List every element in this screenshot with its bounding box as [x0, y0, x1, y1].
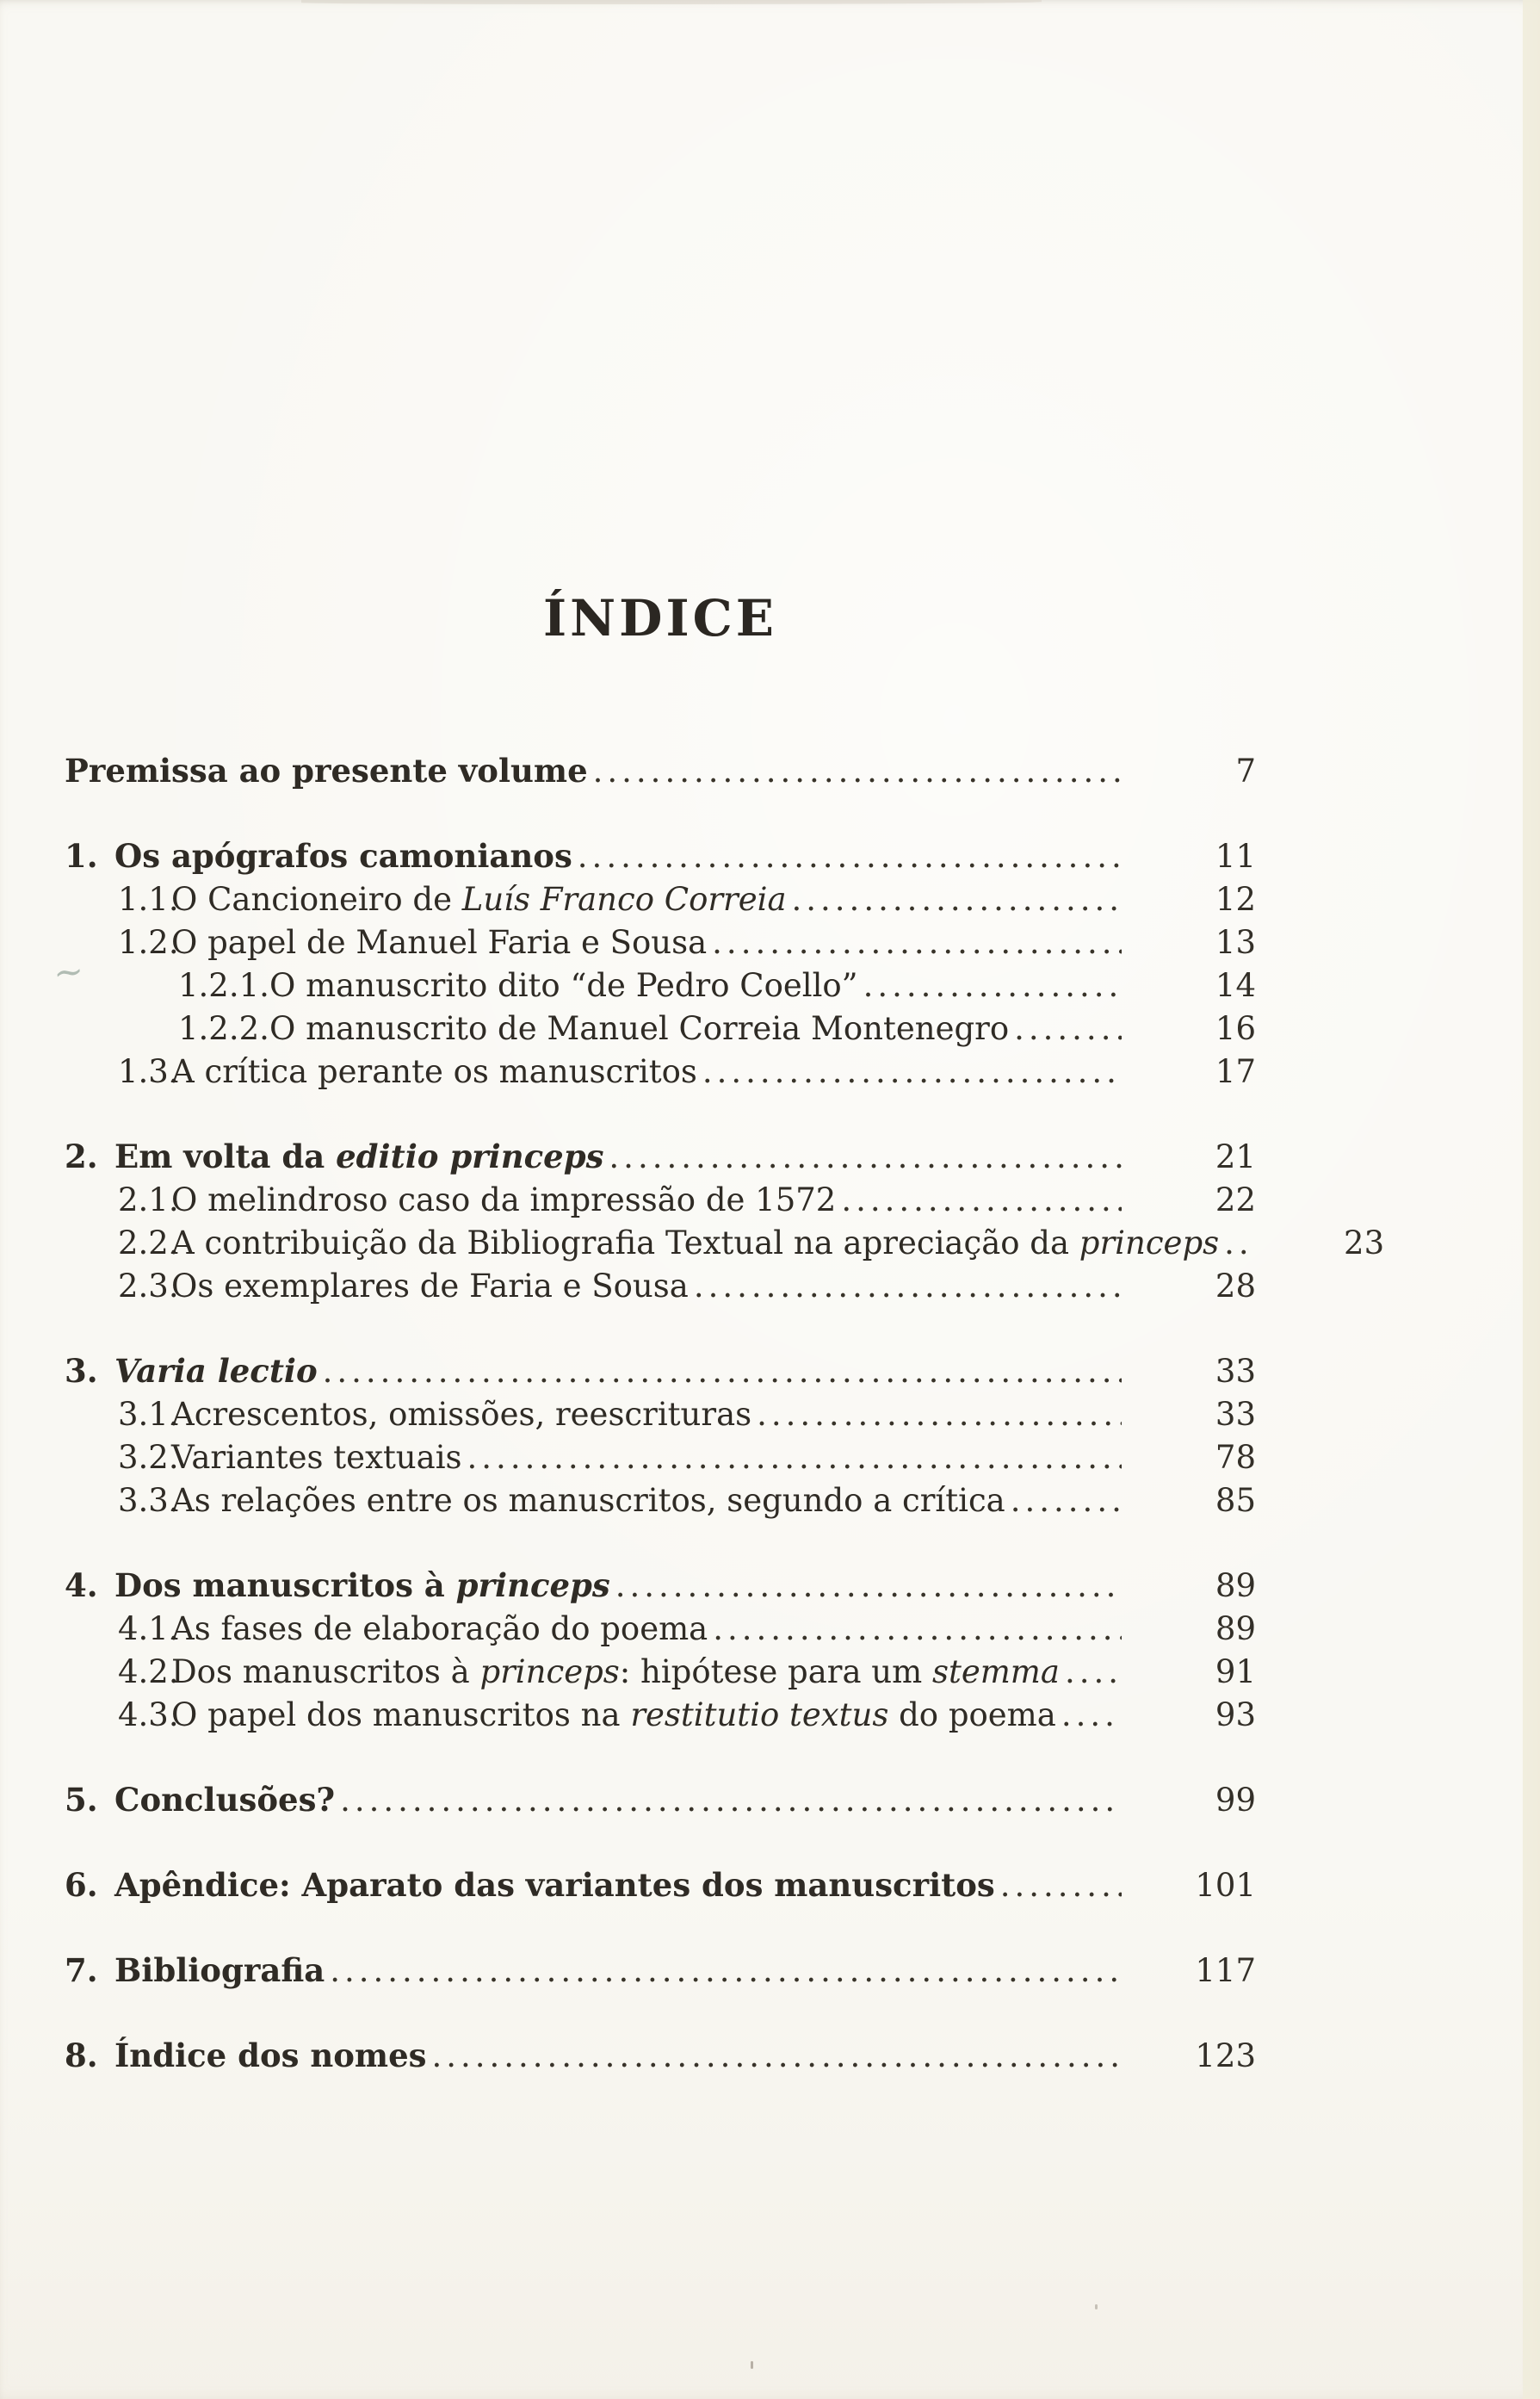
- dot-leader: [712, 921, 1122, 964]
- dot-leader: [1014, 1007, 1122, 1051]
- dot-leader: [841, 1179, 1122, 1222]
- toc-entry-number: 1.2.2.: [178, 1010, 269, 1047]
- toc-entry-title: O papel dos manuscritos na restitutio textus do poema: [171, 1696, 1056, 1733]
- toc-entry-page-number: 91: [1215, 1653, 1256, 1690]
- toc-entry-number: 7.: [65, 1951, 98, 1989]
- dot-leader: [1065, 1651, 1122, 1694]
- toc-entry-title: As fases de elaboração do poema: [171, 1610, 708, 1647]
- toc-entry-title: Dos manuscritos à princeps: hipótese para um stemma: [171, 1653, 1060, 1690]
- toc-entry-title: Os exemplares de Faria e Sousa: [171, 1268, 689, 1305]
- dot-leader: [323, 1350, 1122, 1393]
- toc-entry-page-number: 28: [1215, 1268, 1256, 1305]
- toc-entry-number: 4.1.: [118, 1610, 179, 1647]
- toc-entry-number: 1.2.: [118, 924, 179, 961]
- dot-leader: [467, 1436, 1122, 1479]
- toc-entry-title: Bibliografia: [114, 1951, 325, 1989]
- toc-entry-page-number: 7: [1235, 753, 1256, 790]
- scan-artifact-top-strip: [301, 0, 1042, 4]
- toc-entry-number: 1.3.: [118, 1053, 179, 1090]
- toc-entry-number: 3.2.: [118, 1439, 179, 1476]
- toc-entry-page-number: 22: [1215, 1181, 1256, 1218]
- toc-entry: [65, 834, 1256, 878]
- scan-speck: [751, 2361, 753, 2369]
- dot-leader: [713, 1608, 1122, 1651]
- toc-entry: [65, 1479, 1256, 1522]
- toc-entry-page-number: 89: [1215, 1610, 1256, 1647]
- toc-list: [65, 749, 1385, 2078]
- toc-entry-page-number: 123: [1195, 2037, 1256, 2074]
- dot-leader: [1224, 1222, 1250, 1265]
- dot-leader: [615, 1565, 1122, 1608]
- pencil-squiggle-mark: ∼: [51, 949, 86, 995]
- dot-leader: [792, 878, 1122, 921]
- toc-entry-title: As relações entre os manuscritos, segundo a crítica: [171, 1482, 1005, 1519]
- toc-entry-page-number: 16: [1215, 1010, 1256, 1047]
- toc-entry-title: Índice dos nomes: [114, 2036, 427, 2074]
- toc-entry: [65, 921, 1256, 964]
- toc-entry-number: 2.2.: [118, 1224, 179, 1261]
- toc-entry-page-number: 101: [1195, 1867, 1256, 1904]
- toc-entry: [65, 1651, 1256, 1694]
- toc-content: [65, 587, 1385, 2078]
- dot-leader: [1000, 1864, 1122, 1907]
- toc-entry-number: 2.1.: [118, 1181, 179, 1218]
- toc-entry-title: A contribuição da Bibliografia Textual na apreciação da princeps: [171, 1224, 1220, 1261]
- toc-entry-page-number: 13: [1215, 924, 1256, 961]
- toc-entry: [65, 1135, 1256, 1179]
- toc-entry: [65, 749, 1256, 793]
- toc-entry-page-number: 12: [1215, 881, 1256, 918]
- toc-entry-page-number: 21: [1215, 1138, 1256, 1175]
- toc-entry-title: Conclusões?: [114, 1781, 336, 1819]
- toc-entry: [65, 1694, 1256, 1737]
- toc-entry: [65, 1778, 1256, 1822]
- toc-entry-page-number: 78: [1215, 1439, 1256, 1476]
- toc-entry: [65, 1179, 1256, 1222]
- toc-entry-page-number: 14: [1215, 967, 1256, 1004]
- toc-entry-number: 3.1.: [118, 1396, 179, 1433]
- toc-entry-title: Em volta da editio princeps: [114, 1138, 604, 1175]
- toc-entry-number: 8.: [65, 2036, 98, 2074]
- scan-edge-band: [1523, 0, 1540, 2399]
- toc-entry-page-number: 89: [1215, 1567, 1256, 1604]
- toc-entry: [65, 1007, 1256, 1051]
- toc-entry-number: 1.2.1.: [178, 967, 269, 1004]
- toc-entry-page-number: 117: [1195, 1952, 1256, 1989]
- toc-entry: [65, 1949, 1256, 1993]
- toc-entry-number: 2.: [65, 1138, 98, 1175]
- dot-leader: [694, 1265, 1122, 1308]
- dot-leader: [1061, 1694, 1122, 1737]
- toc-entry: [65, 1393, 1256, 1436]
- dot-leader: [702, 1051, 1122, 1094]
- toc-entry: [65, 1265, 1256, 1308]
- dot-leader: [578, 835, 1122, 878]
- toc-entry: [65, 1608, 1256, 1651]
- toc-entry-title: A crítica perante os manuscritos: [171, 1053, 697, 1090]
- toc-entry: [65, 1436, 1256, 1479]
- toc-entry: [65, 964, 1256, 1007]
- dot-leader: [1011, 1479, 1122, 1522]
- toc-entry: [65, 1564, 1256, 1608]
- toc-entry-page-number: 33: [1215, 1396, 1256, 1433]
- toc-entry-title: Apêndice: Aparato das variantes dos manuscritos: [114, 1866, 995, 1904]
- toc-entry-page-number: 23: [1344, 1224, 1385, 1261]
- toc-entry-title: Os apógrafos camonianos: [114, 837, 572, 875]
- toc-entry-page-number: 99: [1215, 1782, 1256, 1819]
- toc-entry-number: 3.: [65, 1352, 98, 1390]
- toc-entry-title: Dos manuscritos à princeps: [114, 1566, 610, 1604]
- toc-entry-title: O melindroso caso da impressão de 1572: [171, 1181, 837, 1218]
- scan-speck: [1095, 2304, 1098, 2309]
- toc-entry-title: Premissa ao presente volume: [65, 752, 588, 790]
- toc-entry-number: 3.3.: [118, 1482, 179, 1519]
- toc-entry-number: 6.: [65, 1866, 98, 1904]
- toc-entry-page-number: 85: [1215, 1482, 1256, 1519]
- toc-entry: [65, 1863, 1256, 1907]
- toc-entry-title: O manuscrito de Manuel Correia Montenegro: [269, 1010, 1010, 1047]
- toc-entry-page-number: 93: [1215, 1696, 1256, 1733]
- page-title: ÍNDICE: [543, 589, 777, 648]
- toc-entry-page-number: 33: [1215, 1353, 1256, 1390]
- toc-entry-number: 2.3.: [118, 1268, 179, 1305]
- toc-entry: [65, 1222, 1385, 1265]
- dot-leader: [330, 1950, 1122, 1993]
- toc-entry: [65, 2034, 1256, 2078]
- toc-entry-title: Variantes textuais: [171, 1439, 462, 1476]
- toc-entry-number: 4.3.: [118, 1696, 179, 1733]
- dot-leader: [609, 1136, 1122, 1179]
- toc-entry-number: 4.2.: [118, 1653, 179, 1690]
- dot-leader: [757, 1393, 1122, 1436]
- toc-entry-number: 1.: [65, 837, 98, 875]
- toc-entry-number: 5.: [65, 1781, 98, 1819]
- dot-leader: [340, 1779, 1122, 1822]
- toc-entry-number: 4.: [65, 1566, 98, 1604]
- toc-entry-page-number: 17: [1215, 1053, 1256, 1090]
- dot-leader: [593, 750, 1122, 793]
- toc-entry-title: Acrescentos, omissões, reescrituras: [171, 1396, 752, 1433]
- toc-entry: [65, 1349, 1256, 1393]
- toc-entry: [65, 1051, 1256, 1094]
- toc-entry-page-number: 11: [1215, 838, 1256, 875]
- toc-entry-title: Varia lectio: [114, 1352, 318, 1390]
- dot-leader: [863, 964, 1122, 1007]
- toc-entry-title: O papel de Manuel Faria e Sousa: [171, 924, 708, 961]
- toc-entry-title: O manuscrito dito “de Pedro Coello”: [269, 967, 858, 1004]
- toc-entry-title: O Cancioneiro de Luís Franco Correia: [171, 881, 787, 918]
- dot-leader: [431, 2035, 1122, 2078]
- toc-entry-number: 1.1.: [118, 881, 179, 918]
- toc-entry: [65, 878, 1256, 921]
